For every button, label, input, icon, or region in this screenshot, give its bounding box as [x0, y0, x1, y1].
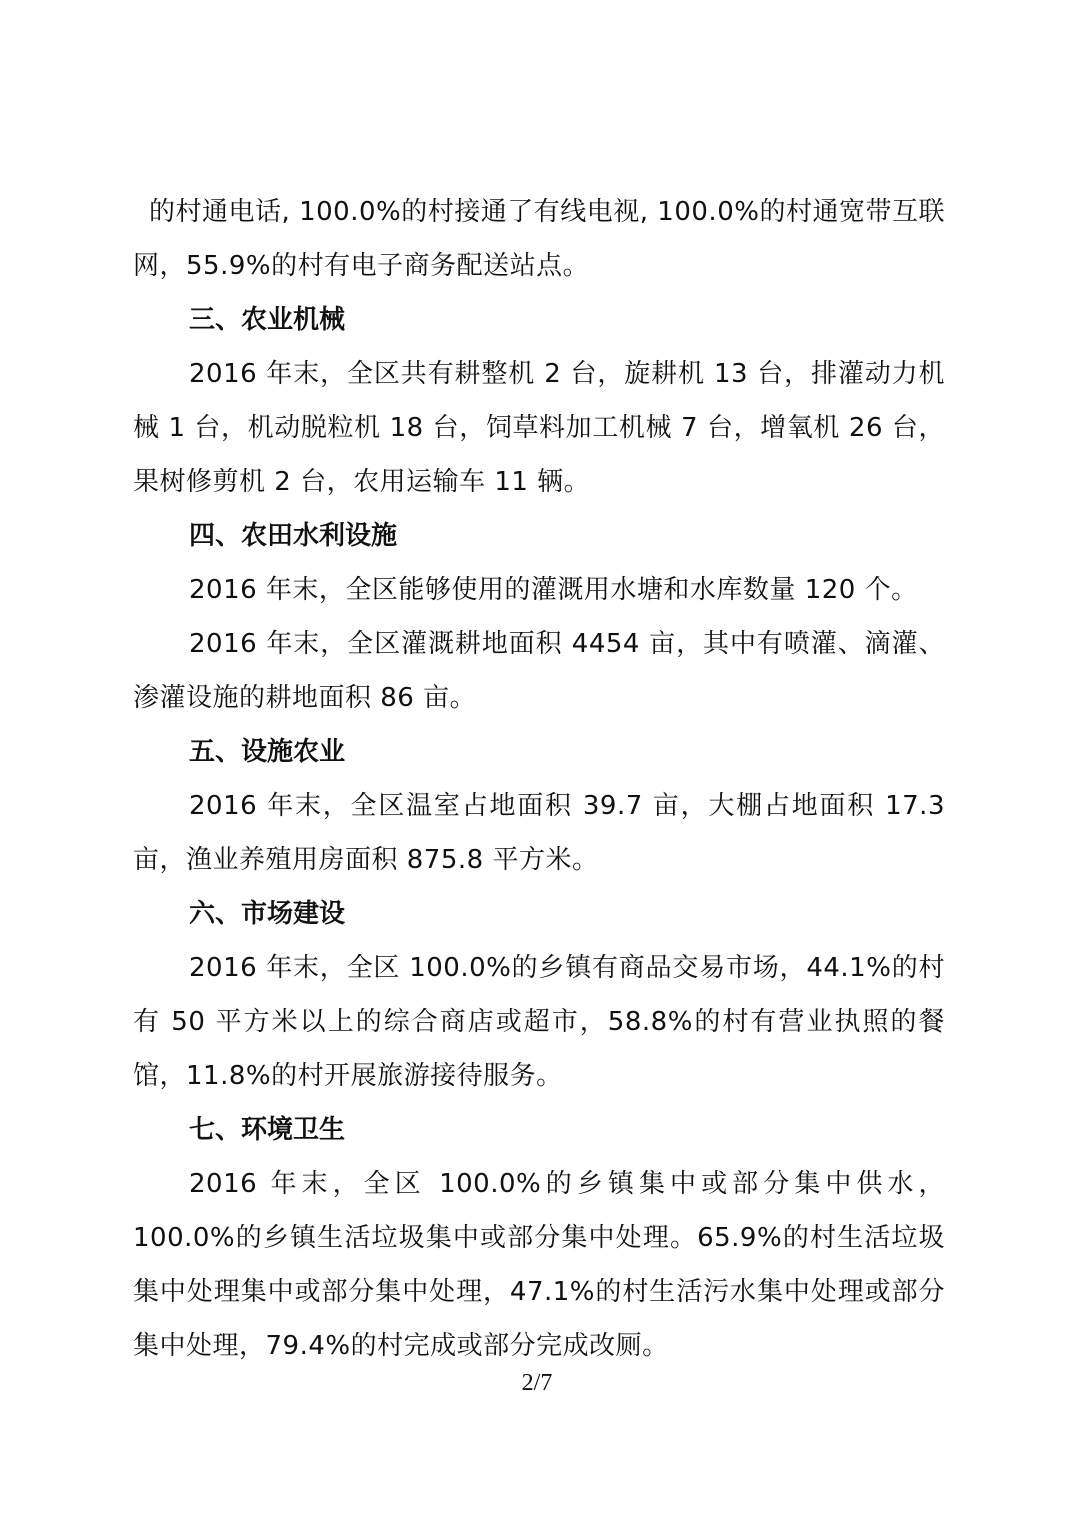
paragraph-environmental-sanitation: 2016 年末，全区 100.0%的乡镇集中或部分集中供水，100.0%的乡镇生活垃圾集中或部分集中处理。65.9%的村生活垃圾集中处理集中或部分集中处理，47.1%的村生活污水集中处理或部分集中处理，79.4%的村完成或部分完成改厕。 — [133, 1169, 945, 1361]
document-body — [133, 185, 945, 1373]
page-number: 2/7 — [521, 1370, 553, 1396]
paragraph-communications: 的村通电话, 100.0%的村接通了有线电视, 100.0%的村通宽带互联网，55.9%的村有电子商务配送站点。 — [133, 197, 945, 281]
section-heading-agricultural-machinery: 三、农业机械 — [189, 305, 346, 335]
paragraph-irrigation-reservoirs: 2016 年末，全区能够使用的灌溉用水塘和水库数量 120 个。 — [189, 575, 918, 605]
paragraph-facility-agriculture: 2016 年末，全区温室占地面积 39.7 亩，大棚占地面积 17.3 亩，渔业养殖用房面积 875.8 平方米。 — [133, 791, 945, 875]
paragraph-irrigation-area: 2016 年末，全区灌溉耕地面积 4454 亩，其中有喷灌、滴灌、渗灌设施的耕地面积 86 亩。 — [133, 629, 945, 713]
paragraph-market-construction: 2016 年末，全区 100.0%的乡镇有商品交易市场，44.1%的村有 50 平方米以上的综合商店或超市，58.8%的村有营业执照的餐馆，11.8%的村开展旅游接待服务。 — [133, 953, 945, 1091]
section-heading-irrigation: 四、农田水利设施 — [189, 521, 398, 551]
section-heading-facility-agriculture: 五、设施农业 — [189, 737, 346, 767]
section-heading-market-construction: 六、市场建设 — [189, 899, 346, 929]
paragraph-agricultural-machinery: 2016 年末，全区共有耕整机 2 台，旋耕机 13 台，排灌动力机械 1 台，机动脱粒机 18 台，饲草料加工机械 7 台，增氧机 26 台，果树修剪机 2 台，农用运输车 11 辆。 — [133, 359, 945, 497]
section-heading-environmental-sanitation: 七、环境卫生 — [189, 1115, 346, 1145]
